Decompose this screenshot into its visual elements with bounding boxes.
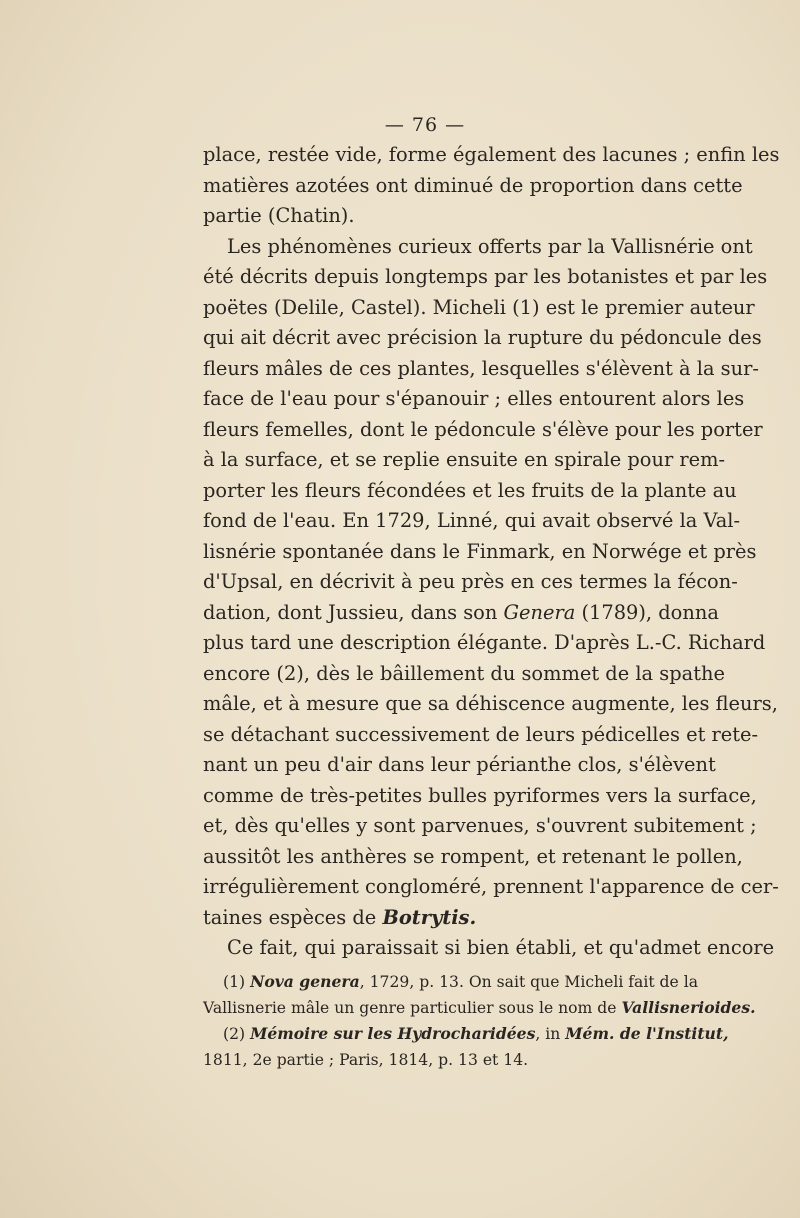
footnote-text: , in [535, 1025, 561, 1043]
footnotes [203, 969, 756, 1073]
footnote-mark: (2) [223, 1025, 246, 1043]
text-line: comme de très-petites bulles pyriformes vers la surface, [203, 783, 757, 807]
footnote-title: Nova genera [250, 972, 360, 991]
footnote-term: Vallisnerioides. [621, 998, 756, 1017]
footnote-title: Mémoire sur les Hydrocharidées [250, 1024, 536, 1043]
text-line: et, dès qu'elles y sont parvenues, s'ouvrent subitement ; [203, 814, 757, 837]
text-line: porter les fleurs fécondées et les fruits de la plante au [203, 478, 737, 502]
text-line: matières azotées ont diminué de proportion dans cette [203, 173, 743, 197]
text-fragment: (1789), donna [581, 600, 719, 624]
footnote-1-cont [203, 995, 756, 1021]
text-fragment: taines espèces de [203, 905, 377, 929]
footnote-2-cont: 1811, 2e partie ; Paris, 1814, p. 13 et 14. [203, 1051, 529, 1069]
text-line: partie (Chatin). [203, 204, 355, 227]
text-line: fleurs femelles, dont le pédoncule s'élève pour les porter [203, 417, 763, 441]
text-line: Les phénomènes curieux offerts par la Vallisnérie ont [227, 234, 753, 258]
footnote-journal: Mém. de l'Institut, [565, 1024, 729, 1043]
text-fragment: dation, dont Jussieu, dans son [203, 600, 498, 624]
page-number: — 76 — [384, 114, 466, 136]
footnote-1 [203, 969, 698, 995]
text-line: plus tard une description élégante. D'après L.-C. Richard [203, 631, 766, 654]
text-line: nant un peu d'air dans leur périanthe clos, s'élèvent [203, 753, 716, 776]
text-line: fond de l'eau. En 1729, Linné, qui avait observé la Val- [203, 509, 741, 532]
footnote-2 [203, 1021, 729, 1047]
text-line: lisnérie spontanée dans le Finmark, en Norwége et près [203, 539, 757, 563]
text-line: encore (2), dès le bâillement du sommet de la spathe [203, 661, 725, 685]
text-line: d'Upsal, en décrivit à peu près en ces termes la fécon- [203, 570, 738, 593]
text-line: face de l'eau pour s'épanouir ; elles entourent alors les [203, 387, 745, 410]
body-text [203, 140, 780, 964]
text-line: Ce fait, qui paraissait si bien établi, et qu'admet encore [227, 936, 775, 959]
text-line: mâle, et à mesure que sa déhiscence augmente, les fleurs, [203, 692, 778, 715]
text-line: poëtes (Delile, Castel). Micheli (1) est le premier auteur [203, 295, 755, 319]
text-line: fleurs mâles de ces plantes, lesquelles s'élèvent à la sur- [203, 356, 759, 380]
text-line: aussitôt les anthères se rompent, et retenant le pollen, [203, 844, 743, 868]
text-line: place, restée vide, forme également des lacunes ; enfin les [203, 143, 780, 166]
text-line: à la surface, et se replie ensuite en spirale pour rem- [203, 448, 726, 471]
footnote-mark: (1) [223, 973, 246, 991]
footnote-text: Vallisnerie mâle un genre particulier sous le nom de [203, 999, 617, 1017]
text-line: été décrits depuis longtemps par les botanistes et par les [203, 265, 768, 288]
text-line [203, 598, 719, 629]
text-line [203, 903, 698, 934]
text-line: se détachant successivement de leurs pédicelles et rete- [203, 722, 759, 746]
italic-genera: Genera [503, 600, 576, 624]
text-line: irrégulièrement congloméré, prennent l'apparence de cer- [203, 875, 779, 898]
footnote-text: , 1729, p. 13. On sait que Micheli fait de la [359, 973, 699, 991]
text-line: qui ait décrit avec précision la rupture du pédoncule des [203, 326, 762, 349]
italic-botrytis: Botrytis. [382, 905, 477, 929]
